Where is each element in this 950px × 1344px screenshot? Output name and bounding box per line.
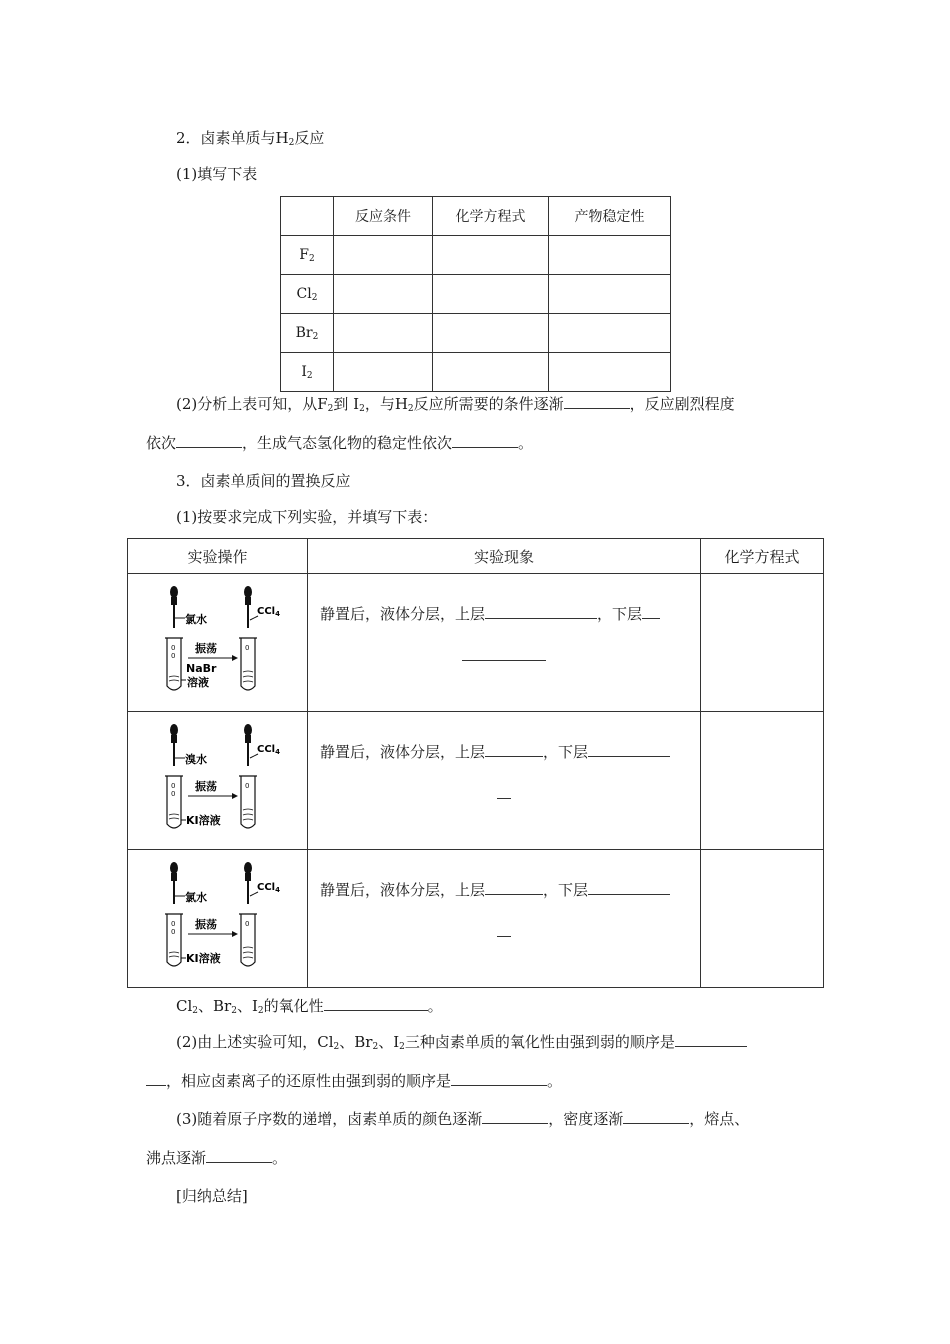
dropper-icon	[170, 724, 178, 766]
section2-q2-line1: (2)分析上表可知，从$F_2$到 $I_2$，与$H_2$反应所需要的条件逐渐 ，反应剧烈程度	[176, 395, 735, 414]
answer-blank[interactable]	[485, 604, 597, 619]
answer-cell[interactable]	[433, 353, 549, 392]
answer-cell[interactable]	[433, 236, 549, 275]
displacement-table	[127, 538, 824, 988]
shake-label: 振荡	[194, 918, 217, 931]
phenomenon-cell	[308, 850, 701, 988]
dropper-icon	[244, 862, 252, 904]
answer-blank[interactable]	[564, 394, 630, 409]
h2-reaction-table	[280, 196, 671, 392]
solution-label: KI溶液	[185, 814, 221, 827]
answer-cell[interactable]	[549, 275, 671, 314]
header-cell: 反应条件	[334, 197, 433, 236]
answer-cell[interactable]	[433, 275, 549, 314]
dropper-icon	[170, 862, 178, 904]
answer-blank[interactable]	[623, 1109, 689, 1124]
answer-blank[interactable]	[462, 646, 546, 661]
element-cell: $Br_2$	[281, 314, 334, 353]
dropper-icon	[244, 586, 252, 628]
test-tube-icon	[239, 914, 257, 966]
ccl4-label: CCl	[256, 882, 275, 893]
ccl4-sub: 4	[274, 748, 280, 756]
equation-cell[interactable]	[701, 574, 824, 712]
header-cell: 化学方程式	[701, 539, 824, 574]
header-cell: 实验操作	[128, 539, 308, 574]
section3-title: 3．卤素单质间的置换反应	[176, 472, 351, 490]
answer-blank[interactable]	[588, 742, 670, 757]
ccl4-sub: 4	[274, 886, 280, 894]
table-row	[281, 236, 671, 275]
svg-text:0: 0	[170, 790, 175, 798]
header-cell: 实验现象	[308, 539, 701, 574]
table-row	[281, 314, 671, 353]
test-tube-icon	[239, 638, 257, 690]
table-header-row	[128, 539, 824, 574]
header-cell: 产物稳定性	[549, 197, 671, 236]
svg-text:0: 0	[170, 782, 175, 790]
section2-q1: (1)填写下表	[176, 165, 258, 183]
solution-label: KI溶液	[185, 952, 221, 965]
svg-text:CCl4	[257, 744, 280, 756]
answer-cell[interactable]	[334, 314, 433, 353]
oxidizing-line: $Cl_2$、$Br_2$、$I_2$的氧化性 。	[176, 997, 443, 1016]
ccl4-label: CCl	[256, 744, 275, 755]
test-tube-icon	[165, 776, 183, 828]
answer-blank[interactable]	[206, 1148, 272, 1163]
test-tube-diagram	[158, 720, 278, 840]
section3-q3-line1: (3)随着原子序数的递增，卤素单质的颜色逐渐 ，密度逐渐 ，熔点、	[176, 1110, 750, 1128]
table-row	[128, 574, 824, 712]
answer-cell[interactable]	[433, 314, 549, 353]
answer-cell[interactable]	[334, 236, 433, 275]
answer-blank[interactable]	[176, 433, 242, 448]
answer-cell[interactable]	[334, 353, 433, 392]
answer-cell[interactable]	[549, 236, 671, 275]
svg-text:CCl4	[257, 606, 280, 618]
svg-text:0: 0	[170, 920, 175, 928]
section2-title: 2．卤素单质与$H_2$反应	[176, 129, 325, 148]
section2-q2-line2: 依次 ，生成气态氢化物的稳定性依次 。	[146, 434, 534, 452]
answer-blank[interactable]	[485, 880, 543, 895]
element-cell: $F_2$	[281, 236, 334, 275]
table-row	[281, 353, 671, 392]
test-tube-icon	[165, 638, 183, 690]
phenomenon-cell	[308, 574, 701, 712]
table-row	[128, 850, 824, 988]
shake-label: 振荡	[194, 780, 217, 793]
table-header-row	[281, 197, 671, 236]
header-cell	[281, 197, 334, 236]
answer-blank[interactable]	[452, 433, 518, 448]
answer-blank[interactable]	[324, 996, 428, 1011]
phenomenon-text: 静置后，液体分层，上层 ，下层	[308, 712, 700, 806]
table-row	[128, 712, 824, 850]
experiment-figure-cell	[128, 574, 308, 712]
test-tube-icon	[239, 776, 257, 828]
answer-blank[interactable]	[451, 1071, 547, 1086]
test-tube-icon	[165, 914, 183, 966]
answer-blank[interactable]	[146, 1071, 166, 1086]
solution-label: NaBr	[185, 662, 216, 675]
dropper-icon	[170, 586, 178, 628]
answer-cell[interactable]	[549, 353, 671, 392]
section3-q2-line1: (2)由上述实验可知，$Cl_2$、$Br_2$、$I_2$三种卤素单质的氧化性由强到弱的顺序是	[176, 1031, 747, 1052]
phenomenon-text: 静置后，液体分层，上层 ，下层	[308, 574, 700, 668]
answer-blank[interactable]	[675, 1032, 747, 1047]
shake-label: 振荡	[194, 642, 217, 655]
answer-blank[interactable]	[497, 784, 511, 799]
answer-blank[interactable]	[485, 742, 543, 757]
phenomenon-cell	[308, 712, 701, 850]
svg-text:0: 0	[170, 644, 175, 652]
element-cell: $Cl_2$	[281, 275, 334, 314]
test-tube-diagram	[158, 858, 278, 978]
svg-text:CCl4	[257, 882, 280, 894]
section3-q1: (1)按要求完成下列实验，并填写下表：	[176, 508, 438, 526]
test-tube-diagram	[158, 582, 278, 702]
dropper-icon	[244, 724, 252, 766]
reagent-label: 氯水	[184, 891, 207, 904]
experiment-figure-cell	[128, 712, 308, 850]
experiment-figure-cell	[128, 850, 308, 988]
answer-cell[interactable]	[549, 314, 671, 353]
equation-cell[interactable]	[701, 712, 824, 850]
reagent-label: 氯水	[184, 613, 207, 626]
svg-text:0: 0	[244, 920, 249, 928]
section3-q2-line2: ，相应卤素离子的还原性由强到弱的顺序是 。	[146, 1070, 562, 1091]
header-cell: 化学方程式	[433, 197, 549, 236]
svg-text:0: 0	[244, 644, 249, 652]
answer-blank[interactable]	[497, 922, 511, 937]
svg-text:0: 0	[170, 652, 175, 660]
ccl4-label: CCl	[256, 606, 275, 617]
svg-text:0: 0	[170, 928, 175, 936]
solution-label-2: 溶液	[186, 676, 209, 689]
equation-cell[interactable]	[701, 850, 824, 988]
reagent-label: 溴水	[184, 753, 207, 766]
answer-blank[interactable]	[482, 1109, 548, 1124]
svg-text:0: 0	[244, 782, 249, 790]
answer-blank[interactable]	[642, 604, 660, 619]
section3-q3-line2: 沸点逐渐 。	[146, 1149, 288, 1167]
element-cell: $I_2$	[281, 353, 334, 392]
table-row	[281, 275, 671, 314]
ccl4-sub: 4	[274, 610, 280, 618]
phenomenon-text: 静置后，液体分层，上层 ，下层	[308, 850, 700, 944]
answer-blank[interactable]	[588, 880, 670, 895]
answer-cell[interactable]	[334, 275, 433, 314]
summary-heading: [归纳总结]	[176, 1187, 248, 1205]
